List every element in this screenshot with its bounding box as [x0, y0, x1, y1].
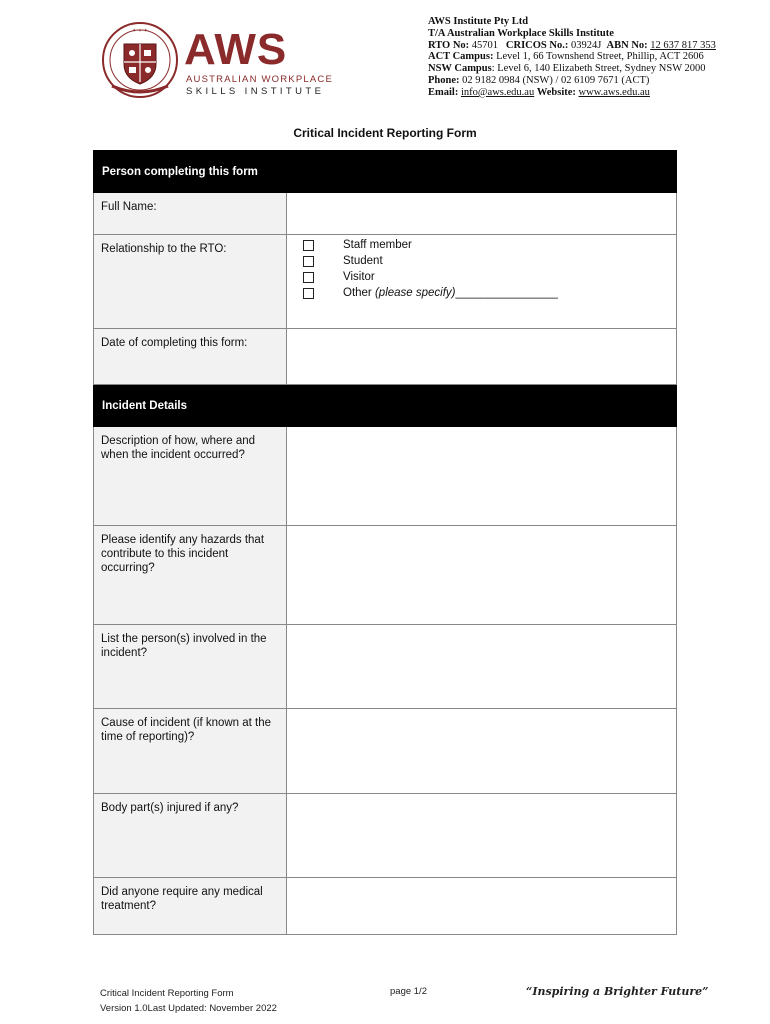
form-row-description — [94, 427, 677, 526]
medical-treatment-label: Did anyone require any medical treatment? — [94, 878, 287, 935]
email-link[interactable]: info@aws.edu.au — [460, 86, 535, 98]
cause-label: Cause of incident (if known at the time of reporting)? — [94, 709, 287, 794]
form-row-persons — [94, 625, 677, 709]
website-link[interactable]: www.aws.edu.au — [578, 86, 650, 98]
crest-emblem-icon — [100, 20, 180, 100]
relationship-label: Relationship to the RTO: — [94, 235, 287, 329]
section-title-person: Person completing this form — [94, 151, 677, 193]
section-header-person — [94, 151, 677, 193]
aws-logo — [100, 20, 333, 100]
registration-numbers — [428, 40, 716, 52]
cricos-value: 03924J — [570, 39, 602, 51]
document-title: Critical Incident Reporting Form — [293, 126, 477, 140]
footer-document-name: Critical Incident Reporting Form — [100, 988, 234, 999]
cause-field[interactable] — [287, 709, 677, 794]
footer-page-number: page 1/2 — [390, 986, 427, 997]
date-completing-field[interactable] — [287, 329, 677, 385]
description-label: Description of how, where and when the incident occurred? — [94, 427, 287, 526]
svg-text:✦ ✦ ✦: ✦ ✦ ✦ — [132, 28, 148, 34]
abn-label: ABN No: — [606, 39, 648, 51]
checkbox-student[interactable] — [303, 256, 314, 267]
nsw-campus-address: : Level 6, 140 Elizabeth Street, Sydney NSW 2000 — [491, 63, 706, 75]
form-row-hazards — [94, 526, 677, 625]
full-name-field[interactable] — [287, 193, 677, 235]
nsw-campus-label: NSW Campus — [428, 63, 492, 75]
form-row-cause — [94, 709, 677, 794]
phone-value: 02 9182 0984 (NSW) / 02 6109 7671 (ACT) — [462, 74, 650, 86]
act-campus-address: Level 1, 66 Townshend Street, Phillip, ACT 2606 — [496, 51, 704, 63]
phone-label: Phone: — [428, 74, 460, 86]
date-completing-label: Date of completing this form: — [94, 329, 287, 385]
phone-line — [428, 75, 716, 87]
option-staff-member[interactable] — [294, 237, 669, 253]
body-parts-field[interactable] — [287, 794, 677, 878]
checkbox-other[interactable] — [303, 288, 314, 299]
brand-subtitle-2: SKILLS INSTITUTE — [186, 86, 325, 97]
form-row-relationship — [94, 235, 677, 329]
persons-involved-label: List the person(s) involved in the incident? — [94, 625, 287, 709]
description-field[interactable] — [287, 427, 677, 526]
act-campus-label: ACT Campus: — [428, 51, 494, 63]
organisation-details — [428, 16, 716, 99]
rto-value: 45701 — [471, 39, 499, 51]
form-row-medical — [94, 878, 677, 935]
medical-treatment-field[interactable] — [287, 878, 677, 935]
relationship-options — [287, 235, 677, 329]
body-parts-label: Body part(s) injured if any? — [94, 794, 287, 878]
option-other-line[interactable]: ________________ — [455, 287, 558, 299]
nsw-campus — [428, 63, 716, 75]
persons-involved-field[interactable] — [287, 625, 677, 709]
option-other[interactable] — [294, 285, 669, 301]
option-label: Student — [343, 255, 383, 267]
option-student[interactable] — [294, 253, 669, 269]
trading-as: T/A Australian Workplace Skills Institute — [428, 27, 614, 39]
form-row-date — [94, 329, 677, 385]
checkbox-staff-member[interactable] — [303, 240, 314, 251]
act-campus — [428, 51, 716, 63]
website-label: Website: — [536, 86, 576, 98]
full-name-label: Full Name: — [94, 193, 287, 235]
company-name: AWS Institute Pty Ltd — [428, 16, 529, 27]
hazards-field[interactable] — [287, 526, 677, 625]
brand-wordmark: AWS — [184, 25, 288, 74]
section-title-incident: Incident Details — [94, 385, 677, 427]
option-visitor[interactable] — [294, 269, 669, 285]
checkbox-visitor[interactable] — [303, 272, 314, 283]
rto-label: RTO No: — [428, 39, 470, 51]
form-row-body-parts — [94, 794, 677, 878]
email-label: Email: — [428, 86, 459, 98]
brand-subtitle-1: AUSTRALIAN WORKPLACE — [186, 74, 333, 85]
option-other-hint: (please specify) — [374, 287, 456, 299]
contact-line — [428, 87, 716, 99]
form-row-full-name — [94, 193, 677, 235]
footer-version: Version 1.0Last Updated: November 2022 — [100, 1003, 277, 1014]
option-label: Other — [343, 287, 375, 299]
hazards-label: Please identify any hazards that contribute to this incident occurring? — [94, 526, 287, 625]
option-label: Staff member — [343, 239, 412, 251]
abn-value: 12 637 817 353 — [650, 39, 716, 51]
footer-slogan: “Inspiring a Brighter Future” — [526, 985, 709, 998]
incident-form-table — [93, 150, 677, 935]
cricos-label: CRICOS No.: — [505, 39, 569, 51]
footer-document-info — [100, 986, 277, 1016]
option-label: Visitor — [343, 271, 375, 283]
section-header-incident — [94, 385, 677, 427]
